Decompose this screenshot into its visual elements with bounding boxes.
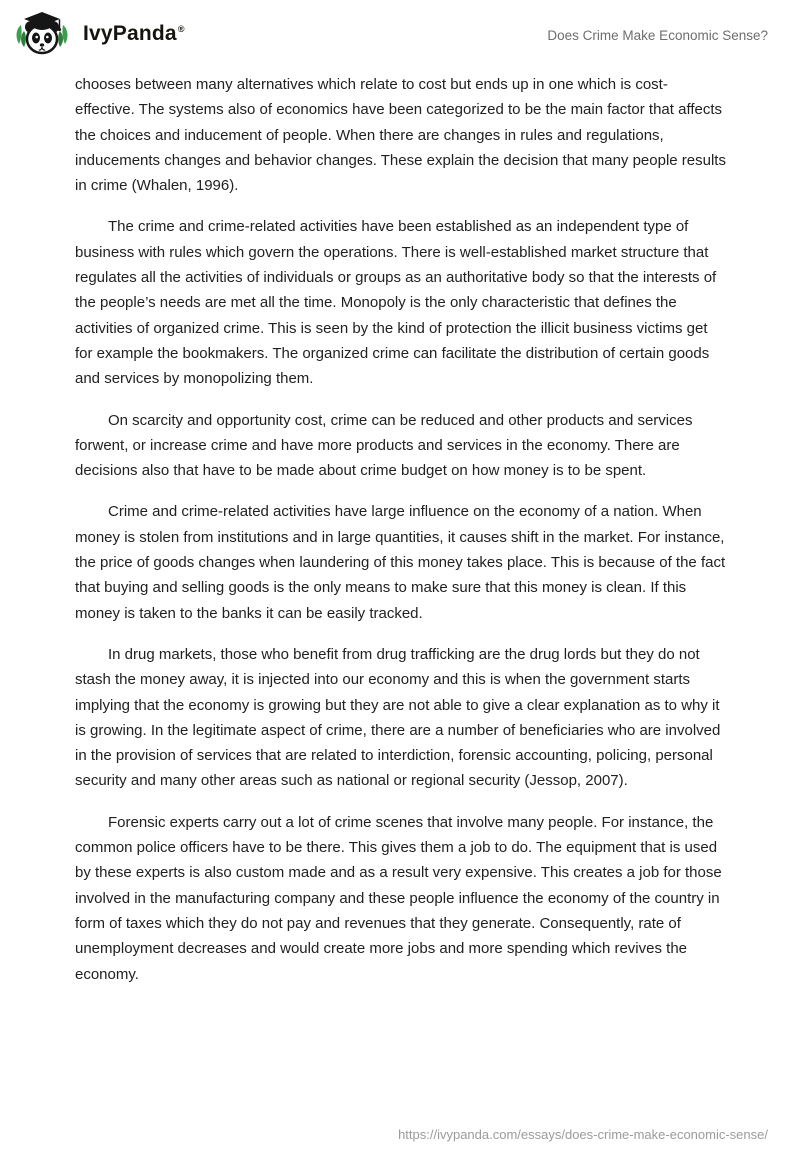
essay-content bbox=[0, 64, 800, 987]
registered-mark: ® bbox=[177, 23, 185, 34]
paragraph: On scarcity and opportunity cost, crime can be reduced and other products and services forwent, or increase crime and have more products and services in the economy. There are decisions also that have to be made about crime budget on how money is to be spent. bbox=[75, 411, 693, 480]
ivypanda-panda-graduate-icon bbox=[14, 11, 70, 57]
paragraph: The crime and crime-related activities have been established as an independent type of business with rules which govern the operations. There is well-established market structure that regulates all the activities of individuals or groups as an authoritative body so that the interests of the people’s needs are met all the time. Monopoly is the only characteristic that defines the activities of organized crime. This is seen by the kind of protection the illicit business victims get for example the bookmakers. The organized crime can facilitate the distribution of certain goods and services by monopolizing them. bbox=[75, 218, 717, 388]
brand-name bbox=[83, 22, 185, 46]
header bbox=[0, 0, 800, 64]
paragraph: Forensic experts carry out a lot of crime scenes that involve many people. For instance, the common police officers have to be there. This gives them a job to do. The equipment that is used by these experts is also custom made and as a result very expensive. This creates a job for those involved in the manufacturing company and these people influence the economy of the country in form of taxes which they do not pay and revenues that they generate. Consequently, rate of unemployment decreases and would create more jobs and more spending which revives the economy. bbox=[75, 813, 722, 983]
brand-link[interactable] bbox=[14, 11, 185, 57]
brand-wordmark: IvyPanda bbox=[83, 21, 177, 45]
page-title: Does Crime Make Economic Sense? bbox=[547, 28, 768, 43]
paragraph: Crime and crime-related activities have large influence on the economy of a nation. When money is stolen from institutions and in large quantities, it causes shift in the market. For instance, the price of goods changes when laundering of this money takes place. This is because of the fact that buying and selling goods is the only means to make sure that this money is clean. If this money is taken to the banks it can be easily tracked. bbox=[75, 503, 726, 622]
paragraph: chooses between many alternatives which relate to cost but ends up in one which is cost-effective. The systems also of economics have been categorized to be the main factor that affects the choices and inducement of people. When there are changes in rules and regulations, inducements changes and behavior changes. These explain the decision that many people results in crime (Whalen, 1996). bbox=[75, 76, 726, 195]
source-url-link[interactable]: https://ivypanda.com/essays/does-crime-make-economic-sense/ bbox=[398, 1127, 768, 1142]
footer bbox=[398, 1126, 768, 1144]
paragraph: In drug markets, those who benefit from drug trafficking are the drug lords but they do not stash the money away, it is injected into our economy and this is when the government starts implying that the economy is growing but they are not able to give a clear explanation as to why it is growing. In the legitimate aspect of crime, there are a number of beneficiaries who are involved in the provision of services that are related to interdiction, forensic accounting, policing, personal security and many other areas such as national or regional security (Jessop, 2007). bbox=[75, 645, 721, 790]
